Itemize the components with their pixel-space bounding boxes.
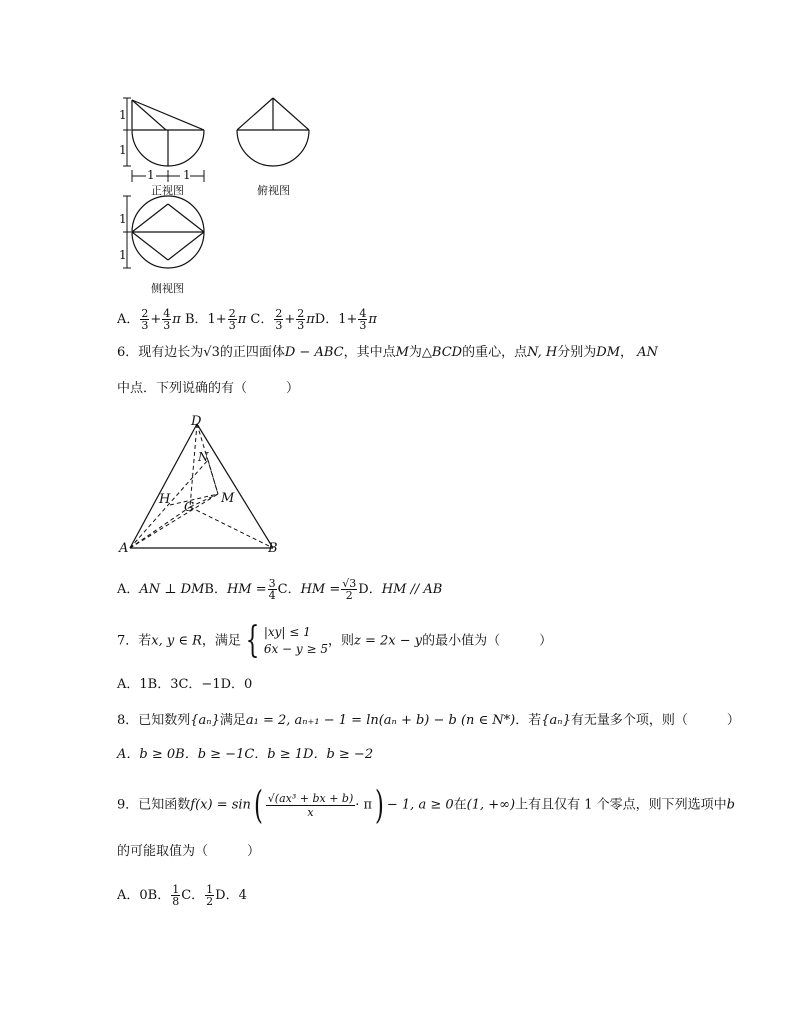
fraction: $\frac{4}{3}$	[163, 307, 171, 332]
q7-domain: x, y ∈ R	[151, 633, 202, 649]
fraction: $\frac{2}{3}$	[228, 307, 236, 332]
q9-options	[117, 884, 247, 907]
front-view-drawing	[132, 100, 204, 166]
q9-option-d-label: D．4	[215, 888, 247, 903]
q5-option-d-label: D．1+	[314, 312, 358, 327]
q8-sequence: {aₙ}	[190, 713, 220, 728]
q5-option-c-label: C．	[250, 312, 274, 327]
q6-option-d-expr: HM // AB	[381, 582, 443, 597]
q7-constraint-2: 6x − y ≥ 5	[263, 642, 329, 656]
q7-options: A．1B．3C．−1D．0	[117, 677, 253, 692]
q7-text: 的最小值为（ ）	[422, 633, 553, 649]
q9-option-ab-label: A．0B．	[117, 888, 171, 903]
dim-label-front-top: 1	[119, 108, 127, 122]
q8-text: 满足	[219, 713, 246, 728]
pi-symbol: π	[237, 312, 247, 327]
q9-text: 在	[453, 797, 467, 813]
dim-label-side-bottom: 1	[119, 248, 127, 262]
q8-text: 8．已知数列	[117, 713, 191, 728]
sqrt-three: √3	[203, 345, 220, 360]
q6-stem-line1	[117, 344, 658, 362]
q8-text: 有无量多个项，则（ ）	[570, 713, 740, 728]
label-a: A	[119, 541, 129, 556]
q9-text: 9．已知函数	[117, 797, 191, 813]
pi-symbol: π	[306, 312, 315, 327]
q9-numerator: √(ax³ + bx + b)	[267, 791, 354, 805]
fraction: $\frac{√3}{2}$	[342, 577, 357, 602]
q9-stem-line2: 的可能取值为（ ）	[117, 844, 261, 859]
q6-option-a-label: A．	[117, 582, 140, 597]
tetrahedron-name: D − ABC	[284, 345, 344, 360]
fraction: $\frac{1}{8}$	[172, 883, 180, 908]
right-paren: )	[375, 783, 384, 827]
left-brace: {	[245, 620, 260, 661]
q5-option-b-label: B．1+	[184, 312, 227, 327]
q6-text: 分别为	[557, 345, 597, 360]
q6-text: ，	[620, 345, 634, 360]
q7-text: ，满足	[201, 633, 241, 649]
side-view-caption: 侧视图	[151, 282, 184, 295]
fraction: $\frac{4}{3}$	[359, 307, 367, 332]
q9-fraction	[266, 792, 355, 819]
plus-sign: +	[284, 312, 296, 327]
plus-sign: +	[150, 312, 162, 327]
q9-condition: − 1, a ≥ 0	[386, 797, 454, 813]
fraction: $\frac{2}{3}$	[275, 307, 283, 332]
label-h: H	[159, 492, 171, 507]
q6-text: 的正四面体	[219, 345, 285, 360]
label-b: B	[268, 541, 278, 556]
q9-variable-b: b	[726, 797, 735, 813]
q6-options	[117, 578, 442, 601]
top-view-drawing	[237, 98, 309, 166]
top-view-caption: 俯视图	[257, 184, 290, 197]
q5-options	[117, 308, 377, 331]
q6-stem-line2: 中点．下列说确的有（ ）	[117, 381, 300, 396]
points-n-h: N, H	[527, 345, 558, 360]
q6-option-c-label: C．	[277, 582, 301, 597]
dim-label-width-left: 1	[147, 168, 155, 182]
q5-option-a-label: A．	[117, 312, 140, 327]
dim-label-side-top: 1	[119, 212, 127, 226]
tetrahedron-figure	[115, 412, 290, 560]
segment-an: AN	[637, 345, 658, 360]
dim-label-front-bottom: 1	[119, 143, 127, 157]
q7-system	[264, 624, 328, 658]
q6-text: 6．现有边长为	[117, 345, 204, 360]
q7-text: ，则	[328, 633, 355, 649]
fraction: $\frac{2}{3}$	[297, 307, 305, 332]
segment-dm: DM	[596, 345, 621, 360]
label-n: N	[198, 450, 209, 464]
label-c: C	[184, 500, 194, 515]
left-paren: (	[253, 783, 263, 827]
q8-stem	[117, 712, 740, 730]
q7-constraint-1: |xy| ≤ 1	[263, 625, 311, 639]
q8-recurrence: a₁ = 2, aₙ₊₁ − 1 = ln(aₙ + b) − b (n ∈ N*)	[245, 713, 516, 728]
dim-label-width-right: 1	[183, 168, 191, 182]
q8-options: A．b ≥ 0B．b ≥ −1C．b ≥ 1D．b ≥ −2	[117, 747, 374, 762]
q9-text: 上有且仅有 1 个零点，则下列选项中	[515, 797, 727, 813]
fraction: $\frac{3}{4}$	[268, 577, 276, 602]
q7-objective: z = 2x − y	[354, 633, 423, 649]
fraction: $\frac{2}{3}$	[141, 307, 149, 332]
label-d: D	[191, 414, 202, 429]
triangle-bcd: △BCD	[421, 345, 463, 360]
q7-text: 7．若	[117, 633, 152, 649]
q9-stem-line1	[117, 783, 735, 827]
q6-option-b-expr: HM =	[226, 582, 267, 597]
front-view-caption: 正视图	[151, 184, 184, 197]
q9-pi: · π	[355, 797, 373, 813]
label-m: M	[221, 491, 235, 506]
side-view-drawing	[132, 196, 204, 268]
q6-text: 为	[408, 345, 422, 360]
point-m: M	[395, 345, 409, 360]
q6-option-a-expr: AN ⊥ DM	[139, 582, 205, 597]
q6-text: ，其中点	[343, 345, 396, 360]
q9-interval: (1, +∞)	[466, 797, 516, 813]
q8-sequence: {aₙ}	[541, 713, 571, 728]
fraction: $\frac{1}{2}$	[206, 883, 214, 908]
q6-option-b-label: B．	[204, 582, 227, 597]
q9-denominator: x	[307, 805, 314, 819]
q9-option-c-label: C．	[181, 888, 205, 903]
q9-function: f(x) = sin	[190, 797, 251, 813]
q8-text: ．若	[515, 713, 542, 728]
pi-symbol: π	[172, 312, 181, 327]
pi-symbol: π	[368, 312, 377, 327]
q7-stem	[117, 620, 553, 661]
q6-option-d-label: D．	[358, 582, 382, 597]
q6-text: 的重心，点	[462, 345, 528, 360]
q6-option-c-expr: HM =	[300, 582, 341, 597]
